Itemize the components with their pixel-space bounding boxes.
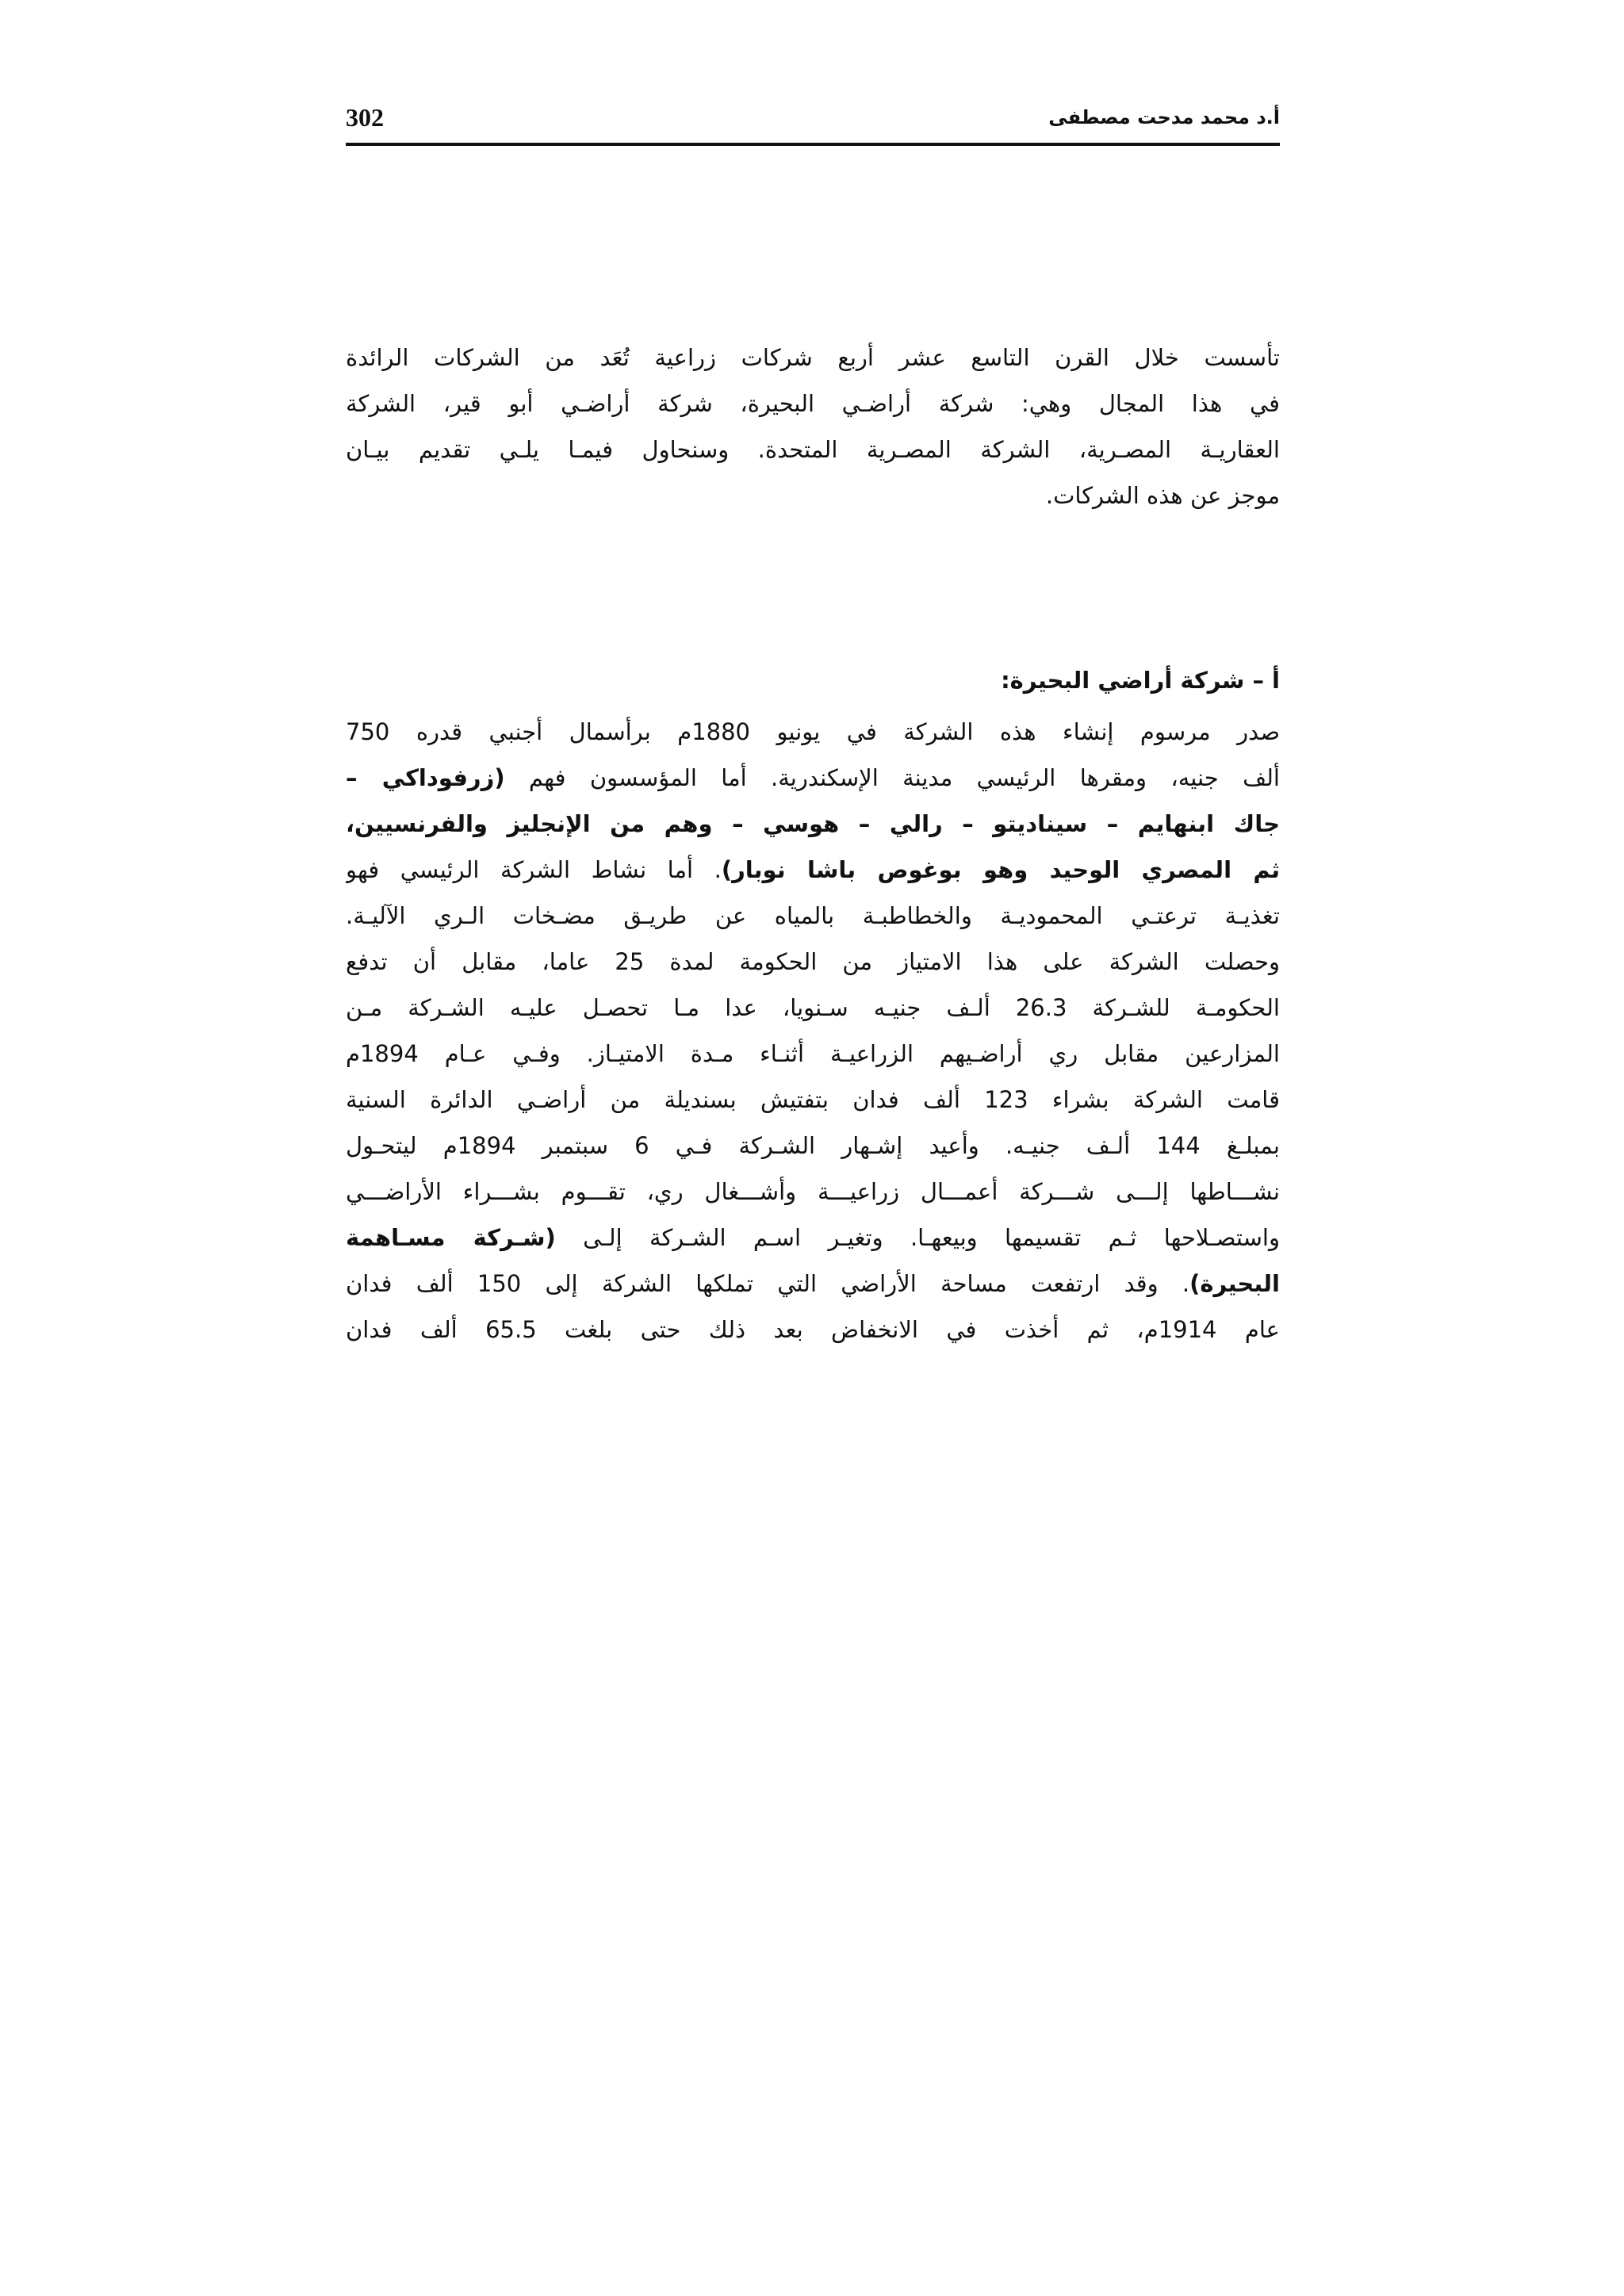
body-line: عام 1914م، ثم أخذت في الانخفاض بعد ذلك حتى بلغت 65.5 ألف فدان bbox=[346, 1316, 1280, 1343]
page-header bbox=[346, 89, 1280, 144]
body-line: قامت الشركة بشراء 123 ألف فدان بتفتيش بسنديلة من أراضـي الدائرة السنية bbox=[346, 1086, 1280, 1113]
body-line: تغذيـة ترعتـي المحموديـة والخطاطبـة بالمياه عن طريـق مضـخات الـري الآليـة. bbox=[346, 902, 1280, 929]
founders-bold-run: (زرفوداكي – bbox=[346, 764, 505, 791]
body-text-run: . أما نشاط الشركة الرئيسي فهو bbox=[346, 856, 722, 883]
company-name-bold-run: البحيرة) bbox=[1189, 1270, 1280, 1297]
intro-line: موجز عن هذه الشركات. bbox=[1045, 482, 1280, 509]
body-line: المزارعين مقابل ري أراضـيهم الزراعيـة أثنـاء مـدة الامتيـاز. وفـي عـام 1894م bbox=[346, 1040, 1280, 1067]
header-rule bbox=[346, 143, 1280, 146]
body-line: وحصلت الشركة على هذا الامتياز من الحكومة لمدة 25 عاما، مقابل أن تدفع bbox=[346, 948, 1280, 975]
intro-paragraph bbox=[346, 335, 1280, 519]
founders-bold-run: ثم المصري الوحيد وهو بوغوص باشا نوبار) bbox=[721, 856, 1280, 883]
intro-line: العقاريـة المصـرية، الشركة المصـرية المتحدة. وسنحاول فيمـا يلـي تقديم بيـان bbox=[346, 436, 1280, 463]
running-head-author: أ.د محمد مدحت مصطفى bbox=[1048, 106, 1280, 128]
body-line bbox=[346, 847, 1280, 893]
section-beheira-company bbox=[346, 652, 1280, 1353]
body-text-run: ألف جنيه، ومقرها الرئيسي مدينة الإسكندرية. أما المؤسسون فهم bbox=[504, 764, 1280, 791]
body-line: صدر مرسوم إنشاء هذه الشركة في يونيو 1880م برأسمال أجنبي قدره 750 bbox=[346, 718, 1280, 745]
company-name-bold-run: (شـركة مسـاهمة bbox=[346, 1224, 556, 1251]
body-text-run: . وقد ارتفعت مساحة الأراضي التي تملكها الشركة إلى 150 ألف فدان bbox=[346, 1270, 1190, 1297]
body-line: الحكومـة للشـركة 26.3 ألـف جنيـه سـنويا، عدا مـا تحصـل عليـه الشـركة مـن bbox=[346, 994, 1280, 1021]
body-line: نشـــاطها إلـــى شـــركة أعمـــال زراعيـــة وأشـــغال ري، تقـــوم بشـــراء الأراضـــي bbox=[346, 1178, 1280, 1205]
section-heading: أ – شركة أراضي البحيرة: bbox=[1001, 667, 1280, 694]
intro-line: في هذا المجال وهي: شركة أراضـي البحيرة، شركة أراضـي أبو قير، الشركة bbox=[346, 390, 1280, 417]
founders-bold-line: جاك ابنهايم – سيناديتو – رالي – هوسي – وهم من الإنجليز والفرنسيين، bbox=[346, 810, 1280, 837]
body-line: بمبلـغ 144 ألـف جنيـه. وأعيد إشـهار الشـركة فـي 6 سبتمبر 1894م ليتحـول bbox=[346, 1132, 1280, 1159]
body-line bbox=[346, 1261, 1280, 1307]
body-text-run: واستصـلاحها ثـم تقسيمها وبيعهـا. وتغيـر اسـم الشـركة إلـى bbox=[555, 1224, 1280, 1251]
body-line bbox=[346, 1215, 1280, 1261]
intro-line: تأسست خلال القرن التاسع عشر أربع شركات زراعية تُعَد من الشركات الرائدة bbox=[346, 344, 1280, 371]
page-number: 302 bbox=[346, 103, 384, 132]
body-line bbox=[346, 755, 1280, 801]
